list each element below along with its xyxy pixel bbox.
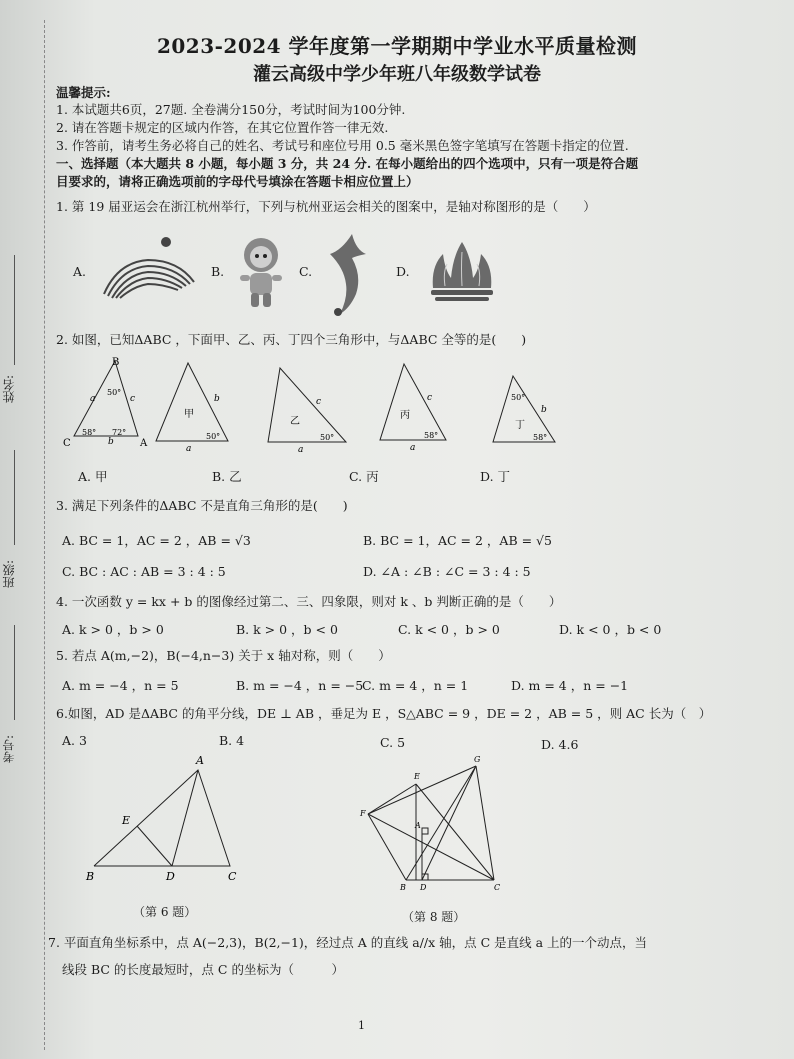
svg-text:B: B [112, 357, 120, 368]
q5-stem: 5. 若点 A(m,−2)，B(−4,n−3) 关于 x 轴对称，则（ ） [56, 648, 391, 663]
svg-text:丙: 丙 [400, 410, 410, 421]
exam-subtitle: 灌云高级中学少年班八年级数学试卷 [253, 64, 541, 85]
svg-text:c: c [130, 394, 136, 404]
binding-line [44, 20, 45, 1050]
q2-triangle-ding [485, 372, 565, 452]
svg-text:D: D [420, 883, 427, 892]
svg-text:50°: 50° [511, 393, 526, 402]
q3-stem: 3. 满足下列条件的ΔABC 不是直角三角形的是( ) [56, 498, 348, 513]
svg-text:a: a [186, 444, 192, 454]
svg-text:C: C [228, 870, 237, 883]
q1-option-c: C. [299, 264, 313, 279]
q4-option-d: D. k < 0 ，b < 0 [559, 622, 662, 637]
q2-option-a: A. 甲 [78, 469, 108, 484]
svg-text:b: b [214, 394, 220, 404]
mascot-image [232, 233, 290, 313]
svg-text:A: A [140, 438, 148, 449]
svg-text:50°: 50° [107, 388, 122, 397]
svg-text:E: E [414, 772, 420, 781]
class-label: 班级: [2, 560, 16, 589]
tips-heading: 温馨提示: [56, 85, 111, 100]
svg-text:58°: 58° [533, 433, 548, 442]
q4-stem: 4. 一次函数 y = kx + b 的图像经过第二、三、四象限，则对 k 、b 判断正确的是（ ） [56, 594, 562, 609]
name-label: 姓名: [2, 375, 16, 404]
svg-text:b: b [541, 405, 547, 415]
q4-option-c: C. k < 0 ，b > 0 [398, 622, 500, 637]
q2-option-b: B. 乙 [212, 469, 242, 484]
svg-text:C: C [63, 438, 71, 449]
svg-text:58°: 58° [82, 428, 97, 437]
q5-option-d: D. m = 4 ，n = −1 [511, 678, 629, 693]
class-blank [14, 450, 15, 545]
q4-option-b: B. k > 0 ，b < 0 [236, 622, 338, 637]
tip-3: 3. 作答前，请考生务必将自己的姓名、考试号和座位号用 0.5 毫米黑色签字笔填写在答题卡指定的位置. [56, 138, 629, 153]
q2-triangle-jia [148, 355, 238, 455]
svg-text:乙: 乙 [290, 416, 300, 427]
name-blank [14, 255, 15, 365]
exam-title: 2023-2024 学年度第一学期期中学业水平质量检测 [156, 34, 638, 58]
q2-triangle-yi [262, 362, 352, 457]
q8-figure [356, 752, 516, 897]
q3-option-d: D. ∠A : ∠B : ∠C = 3 : 4 : 5 [363, 564, 531, 579]
svg-text:A: A [415, 821, 421, 830]
section1-heading-cont: 目要求的，请将正确选项前的字母代号填涂在答题卡相应位置上） [56, 174, 419, 189]
svg-text:b: b [108, 437, 114, 447]
tip-1: 1. 本试题共6页，27题. 全卷满分150分，考试时间为100分钟. [56, 102, 406, 117]
svg-text:50°: 50° [206, 432, 221, 441]
q8-caption: （第 8 题） [402, 910, 466, 924]
q6-stem: 6.如图，AD 是ΔABC 的角平分线，DE ⊥ AB ，垂足为 E ，S△ABC = 9 ，DE = 2 ，AB = 5 ，则 AC 长为（ ） [56, 706, 712, 721]
svg-text:72°: 72° [112, 428, 127, 437]
svg-text:58°: 58° [424, 431, 439, 440]
svg-text:a: a [410, 443, 416, 453]
q6-option-b: B. 4 [219, 733, 245, 748]
lotus-image [425, 238, 500, 308]
q6-figure [80, 752, 250, 887]
q2-option-d: D. 丁 [480, 469, 511, 484]
svg-text:B: B [400, 883, 406, 892]
dolphin-image [322, 228, 374, 320]
svg-text:C: C [494, 883, 501, 892]
rainbow-emblem-image [98, 232, 198, 304]
q3-option-b: B. BC = 1，AC = 2 ，AB = √5 [363, 533, 552, 548]
svg-text:甲: 甲 [184, 409, 194, 420]
svg-text:A: A [196, 754, 204, 767]
number-label: 考号: [2, 735, 16, 764]
q6-option-c: C. 5 [380, 735, 406, 750]
q5-option-b: B. m = −4 ，n = −5 [236, 678, 364, 693]
svg-text:E: E [122, 814, 131, 827]
tip-2: 2. 请在答题卡规定的区域内作答，在其它位置作答一律无效. [56, 120, 389, 135]
page-number: 1 [358, 1019, 365, 1032]
q1-option-a: A. [73, 264, 87, 279]
q1-option-d: D. [396, 264, 410, 279]
q5-option-a: A. m = −4 ，n = 5 [62, 678, 179, 693]
svg-text:F: F [360, 809, 366, 818]
svg-text:D: D [166, 870, 175, 883]
q7-stem-cont: 线段 BC 的长度最短时，点 C 的坐标为（ ） [62, 962, 344, 977]
svg-text:G: G [474, 755, 481, 764]
q2-triangle-abc [60, 355, 150, 450]
svg-text:a: a [90, 394, 96, 404]
q1-option-b: B. [211, 264, 225, 279]
q3-option-c: C. BC : AC : AB = 3 : 4 : 5 [62, 564, 226, 579]
q2-stem: 2. 如图，已知ΔABC ，下面甲、乙、丙、丁四个三角形中，与ΔABC 全等的是( ) [56, 332, 527, 347]
number-blank [14, 625, 15, 720]
svg-text:c: c [316, 397, 322, 407]
svg-text:c: c [427, 393, 433, 403]
svg-text:丁: 丁 [515, 420, 525, 431]
q1-stem: 1. 第 19 届亚运会在浙江杭州举行，下列与杭州亚运会相关的图案中，是轴对称图形的是（ ） [56, 199, 596, 214]
q2-option-c: C. 丙 [349, 469, 379, 484]
q7-stem: 7. 平面直角坐标系中，点 A(−2,3)，B(2,−1)，经过点 A 的直线 a//x 轴，点 C 是直线 a 上的一个动点，当 [48, 935, 648, 950]
q3-option-a: A. BC = 1，AC = 2 ，AB = √3 [62, 533, 251, 548]
q5-option-c: C. m = 4 ，n = 1 [362, 678, 469, 693]
svg-text:B: B [86, 870, 95, 883]
svg-text:50°: 50° [320, 433, 335, 442]
svg-text:a: a [298, 445, 304, 455]
q6-option-a: A. 3 [62, 733, 87, 748]
q4-option-a: A. k > 0 ，b > 0 [62, 622, 164, 637]
q2-triangle-bing [372, 360, 462, 455]
q6-option-d: D. 4.6 [541, 737, 579, 752]
section1-heading: 一、选择题（本大题共 8 小题，每小题 3 分，共 24 分. 在每小题给出的四个选项中，只有一项是符合题 [56, 156, 639, 171]
q6-caption: （第 6 题） [133, 905, 197, 919]
